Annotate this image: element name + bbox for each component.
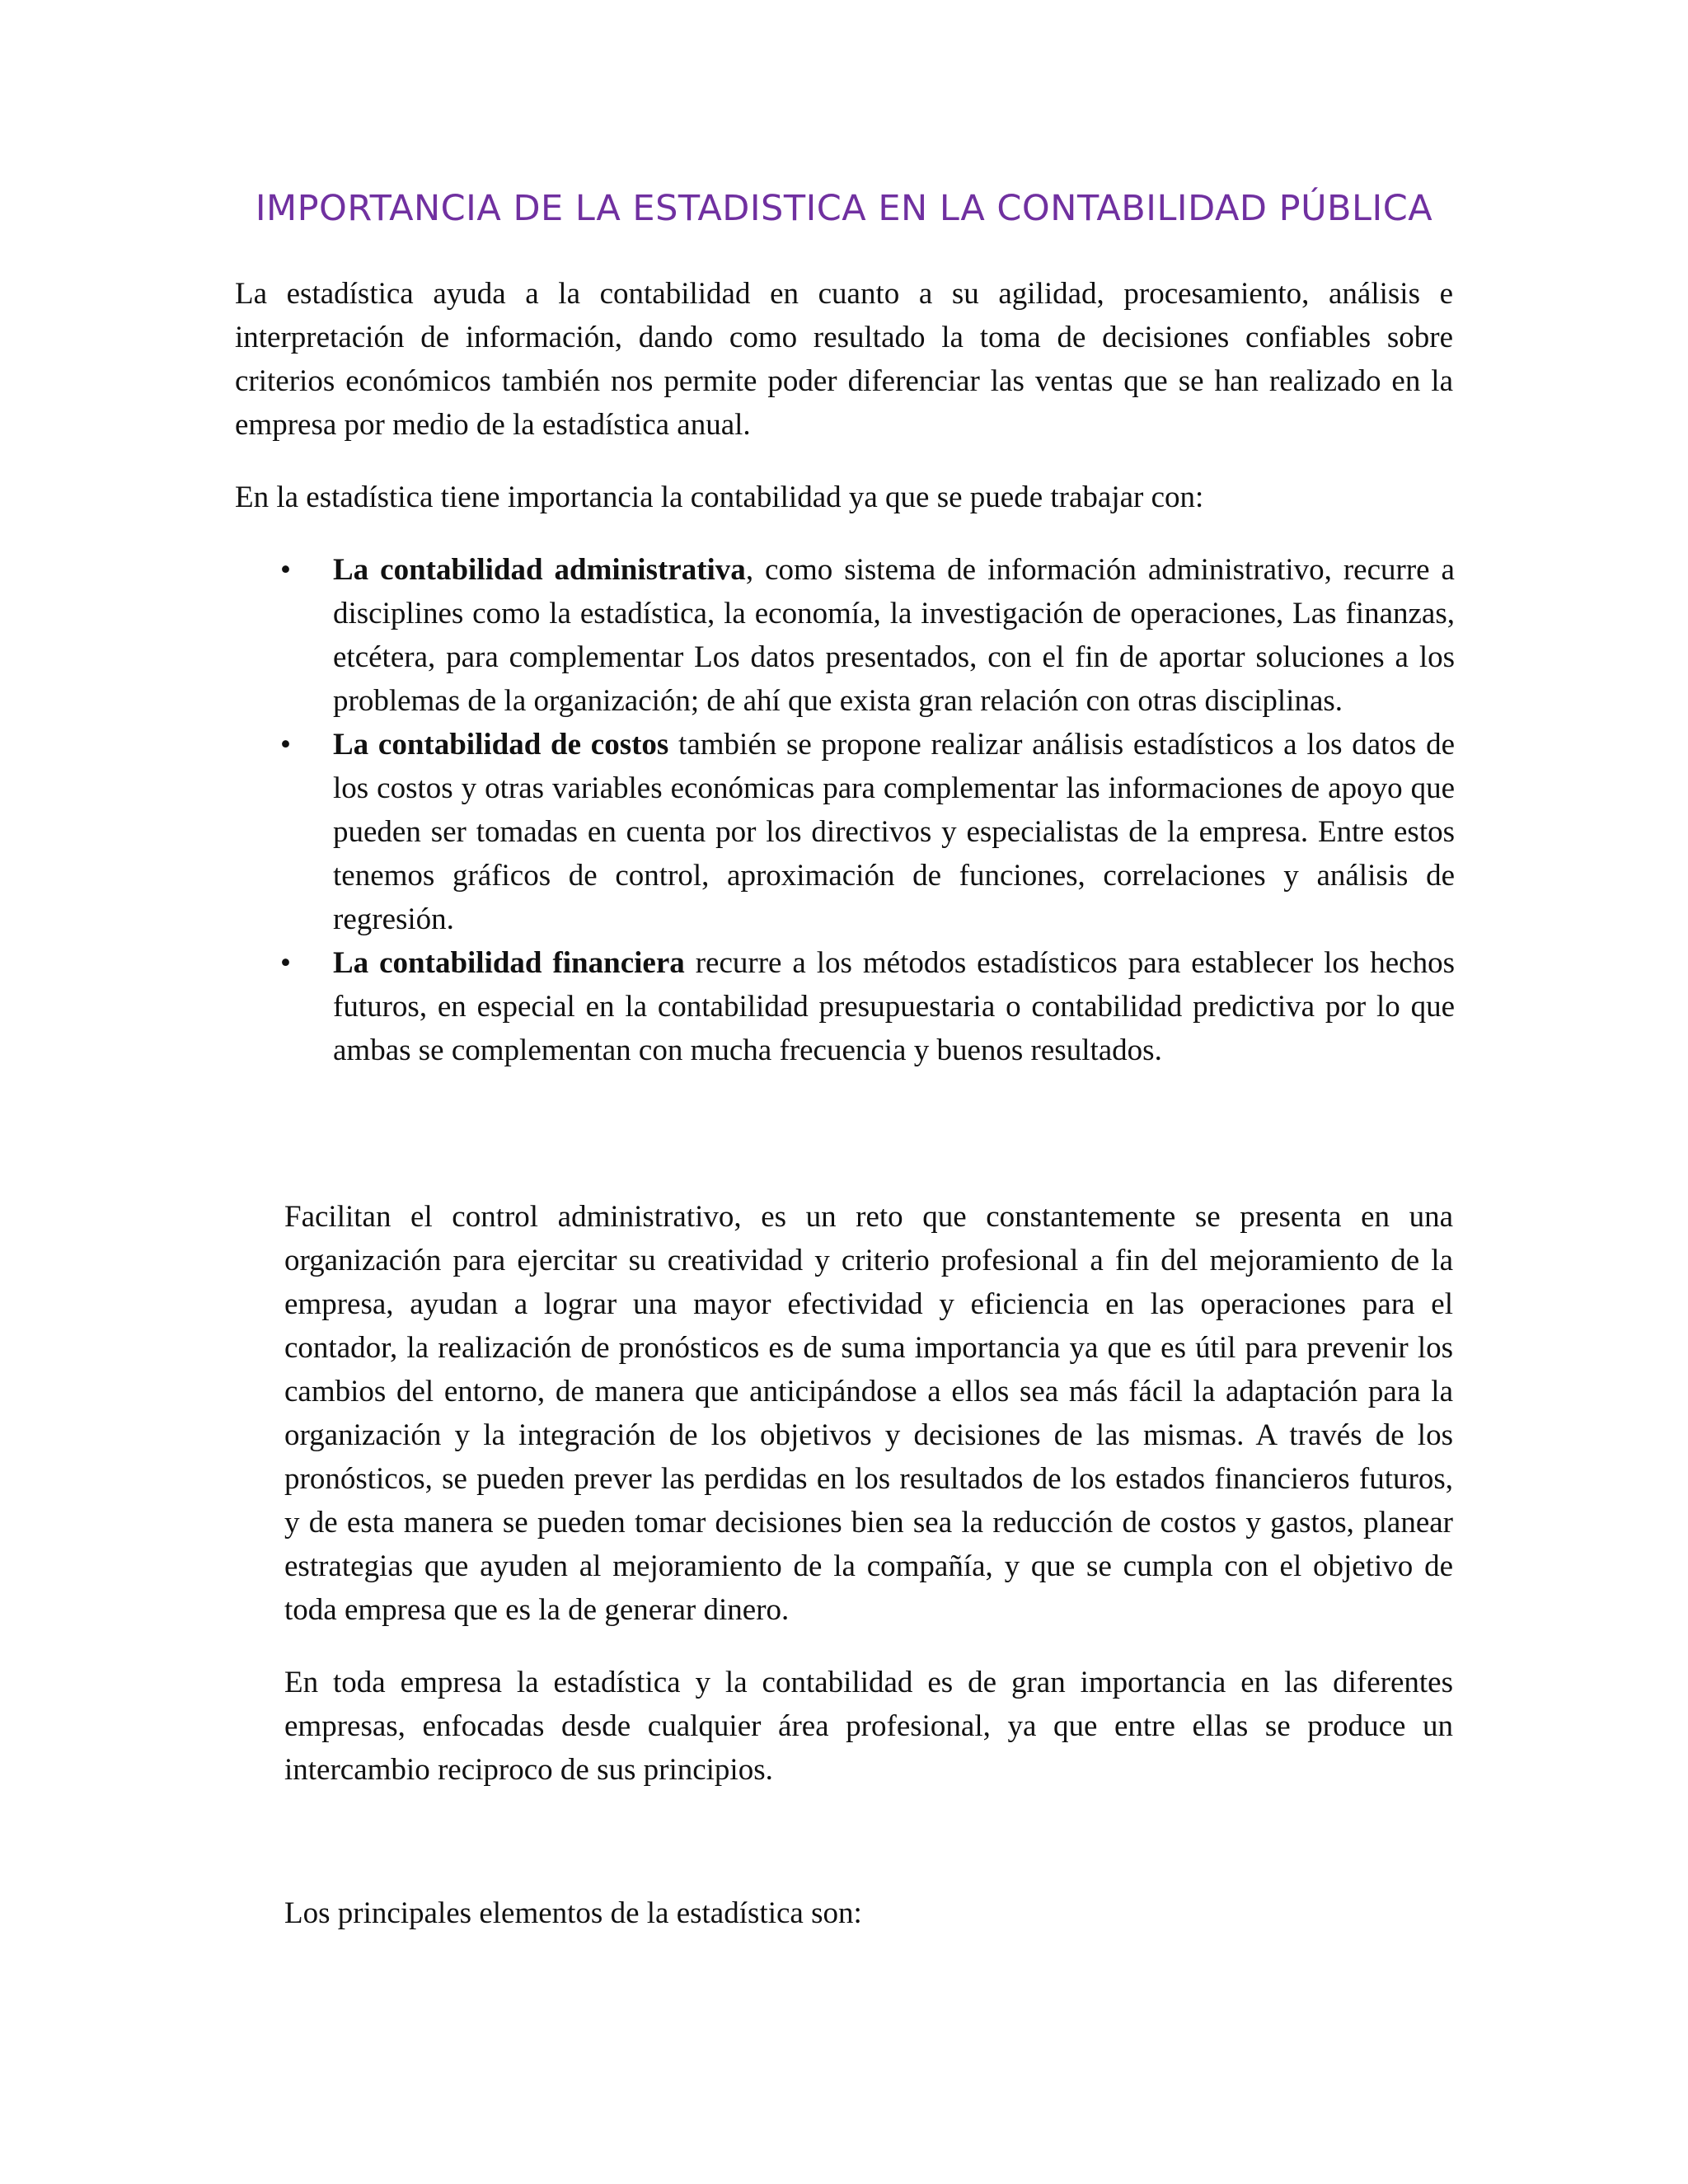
list-item-financiera bbox=[280, 941, 1455, 1072]
closing-line: Los principales elementos de la estadística son: bbox=[284, 1896, 862, 1930]
accounting-types-list bbox=[280, 548, 1455, 1072]
page-title: IMPORTANCIA DE LA ESTADISTICA EN LA CONTABILIDAD PÚBLICA bbox=[255, 188, 1433, 229]
list-item-costos bbox=[280, 723, 1455, 941]
list-intro-paragraph: En la estadística tiene importancia la contabilidad ya que se puede trabajar con: bbox=[235, 480, 1204, 514]
list-item-term: La contabilidad de costos bbox=[333, 728, 669, 762]
list-item-text: recurre a los métodos estadísticos para establecer los hechos futuros, en especial en la contabilidad presupuestaria o contabilidad predictiva por lo que ambas se complementan con mucha frecuencia y buenos resultados. bbox=[333, 946, 1455, 1067]
list-item-administrativa bbox=[280, 548, 1455, 723]
list-item-text: , como sistema de información administrativo, recurre a disciplines como la estadística, la economía, la investigación de operaciones, Las finanzas, etcétera, para complementar Los datos presentados, con el fin de aportar soluciones a los problemas de la organización; de ahí que exista gran relación con otras disciplinas. bbox=[333, 553, 1455, 718]
list-item-term: La contabilidad administrativa bbox=[333, 553, 746, 587]
control-paragraph: Facilitan el control administrativo, es un reto que constantemente se presenta en una organización para ejercitar su creatividad y criterio profesional a fin del mejoramiento de la empresa, ayudan a lograr una mayor efectividad y eficiencia en las operaciones para el contador, la realización de pronósticos es de suma importancia ya que es útil para prevenir los cambios del entorno, de manera que anticipándose a ellos sea más fácil la adaptación para la organización y la integración de los objetivos y decisiones de las mismas. A través de los pronósticos, se pueden prever las perdidas en los resultados de los estados financieros futuros, y de esta manera se pueden tomar decisiones bien sea la reducción de costos y gastos, planear estrategias que ayuden al mejoramiento de la compañía, y que se cumpla con el objetivo de toda empresa que es la de generar dinero. bbox=[284, 1200, 1453, 1627]
intro-paragraph: La estadística ayuda a la contabilidad en cuanto a su agilidad, procesamiento, análisis e interpretación de información, dando como resultado la toma de decisiones confiables sobre criterios económicos también nos permite poder diferenciar las ventas que se han realizado en la empresa por medio de la estadística anual. bbox=[235, 277, 1453, 442]
bullet-icon: • bbox=[280, 553, 291, 587]
list-item-text: también se propone realizar análisis estadísticos a los datos de los costos y otras variables económicas para complementar las informaciones de apoyo que pueden ser tomadas en cuenta por los directivos y especialistas de la empresa. Entre estos tenemos gráficos de control, aproximación de funciones, correlaciones y análisis de regresión. bbox=[333, 728, 1455, 936]
bullet-icon: • bbox=[280, 946, 291, 980]
bullet-icon: • bbox=[280, 728, 291, 762]
list-item-term: La contabilidad financiera bbox=[333, 946, 685, 980]
empresa-paragraph: En toda empresa la estadística y la contabilidad es de gran importancia en las diferentes empresas, enfocadas desde cualquier área profesional, ya que entre ellas se produce un intercambio reciproco de sus principios. bbox=[284, 1666, 1453, 1787]
